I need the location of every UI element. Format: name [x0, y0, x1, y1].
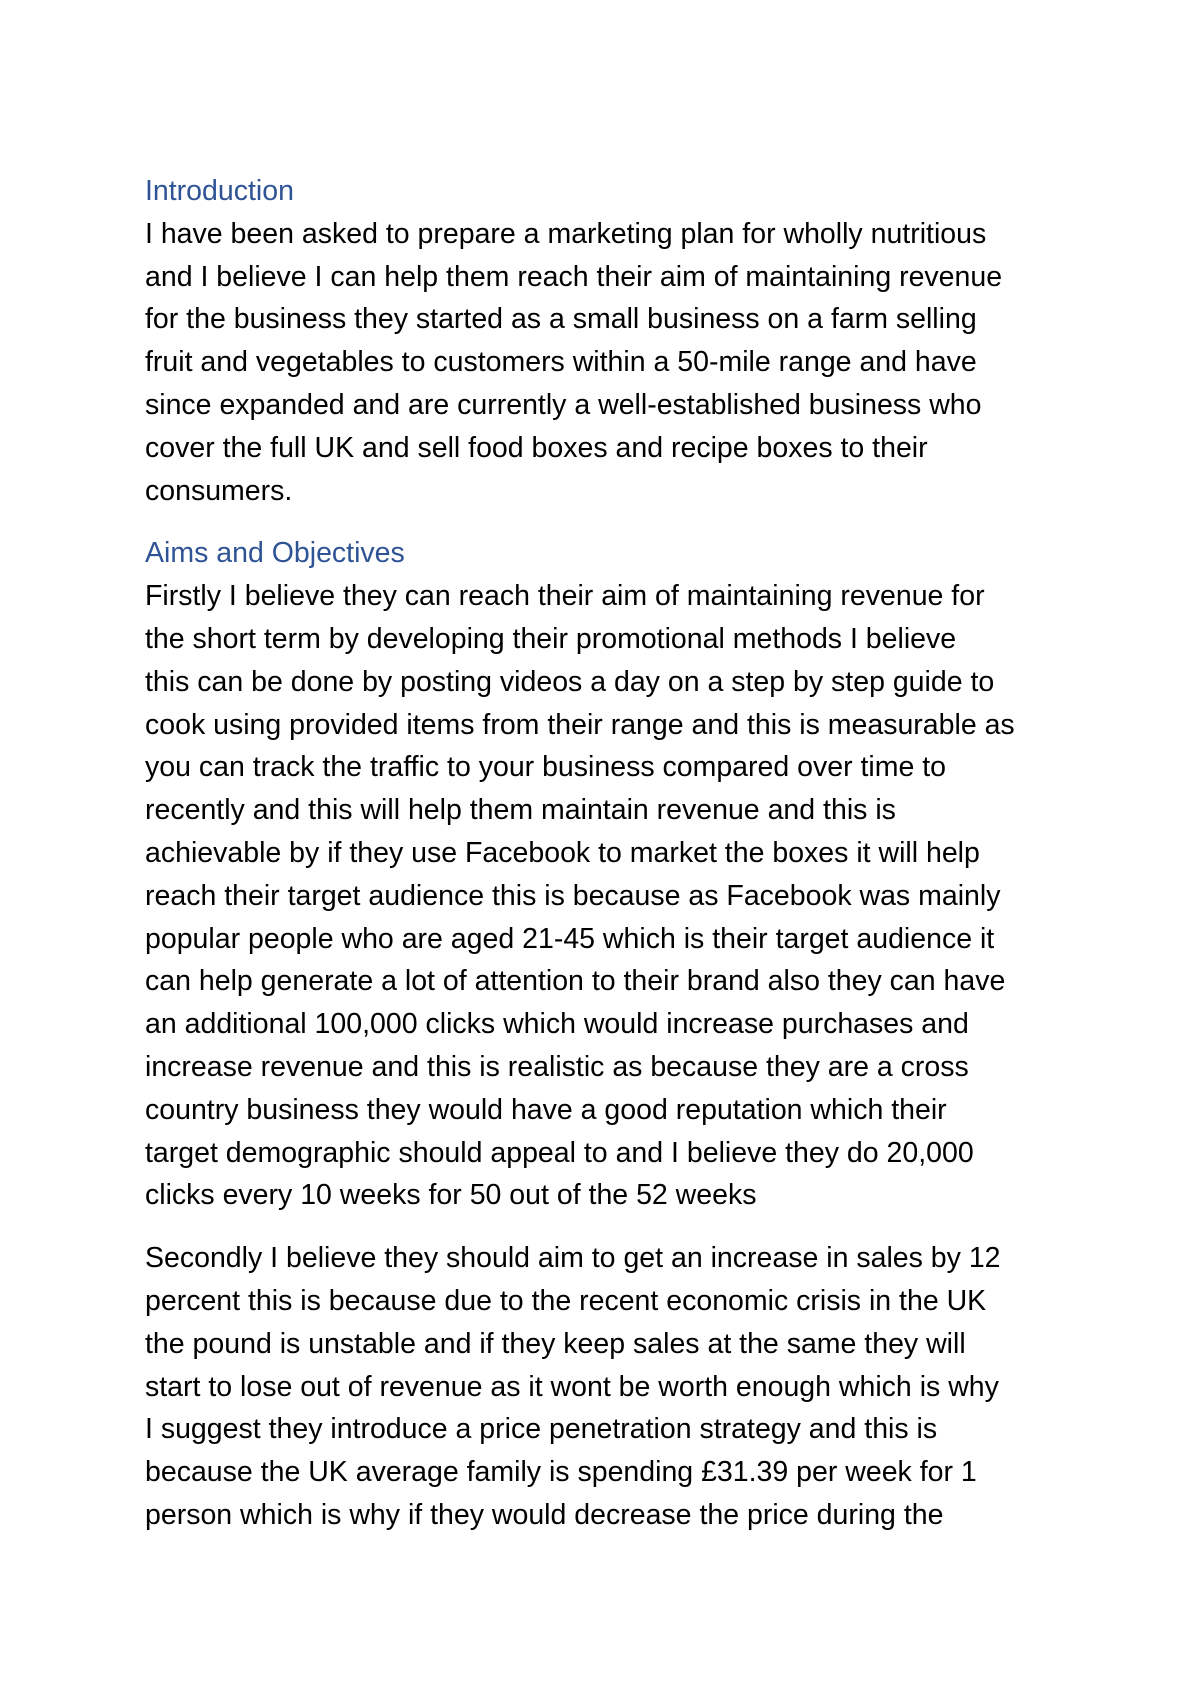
text-line: the short term by developing their promotional methods I believe	[145, 622, 957, 655]
text-line: this can be done by posting videos a day on a step by step guide to	[145, 665, 995, 698]
text-line: person which is why if they would decrease the price during the	[145, 1498, 944, 1531]
text-line: because the UK average family is spending £31.39 per week for 1	[145, 1456, 977, 1489]
text-line: start to lose out of revenue as it wont be worth enough which is why	[145, 1370, 999, 1403]
text-line: Secondly I believe they should aim to get an increase in sales by 12	[145, 1242, 1001, 1275]
text-line: cover the full UK and sell food boxes and recipe boxes to their	[145, 431, 928, 464]
text-line: target demographic should appeal to and I believe they do 20,000	[145, 1136, 974, 1169]
text-line: and I believe I can help them reach their aim of maintaining revenue	[145, 260, 1003, 293]
text-line: recently and this will help them maintain revenue and this is	[145, 794, 896, 827]
text-line: reach their target audience this is because as Facebook was mainly	[145, 879, 1001, 912]
text-line: for the business they started as a small business on a farm selling	[145, 303, 977, 336]
text-line: Firstly I believe they can reach their aim of maintaining revenue for	[145, 580, 985, 613]
text-line: fruit and vegetables to customers within a 50-mile range and have	[145, 346, 977, 379]
paragraph-introduction	[145, 213, 1075, 513]
text-line: achievable by if they use Facebook to market the boxes it will help	[145, 836, 980, 869]
text-line: you can track the traffic to your business compared over time to	[145, 751, 947, 784]
text-line: since expanded and are currently a well-established business who	[145, 388, 982, 421]
text-line: I suggest they introduce a price penetration strategy and this is	[145, 1413, 938, 1446]
document-page	[145, 170, 1075, 1537]
text-line: popular people who are aged 21-45 which is their target audience it	[145, 922, 995, 955]
heading-introduction: Introduction	[145, 175, 294, 207]
heading-aims-and-objectives: Aims and Objectives	[145, 537, 405, 570]
text-line: I have been asked to prepare a marketing plan for wholly nutritious	[145, 217, 987, 250]
text-line: consumers.	[145, 474, 293, 507]
text-line: percent this is because due to the recent economic crisis in the UK	[145, 1284, 987, 1317]
text-line: an additional 100,000 clicks which would increase purchases and	[145, 1008, 969, 1041]
paragraph-aims-second	[145, 1237, 1075, 1537]
text-line: increase revenue and this is realistic as because they are a cross	[145, 1050, 969, 1083]
text-line: the pound is unstable and if they keep sales at the same they will	[145, 1327, 966, 1360]
text-line: country business they would have a good reputation which their	[145, 1093, 947, 1126]
paragraph-aims-first	[145, 575, 1075, 1217]
text-line: cook using provided items from their range and this is measurable as	[145, 708, 1015, 741]
text-line: clicks every 10 weeks for 50 out of the 52 weeks	[145, 1179, 757, 1212]
text-line: can help generate a lot of attention to their brand also they can have	[145, 965, 1006, 998]
